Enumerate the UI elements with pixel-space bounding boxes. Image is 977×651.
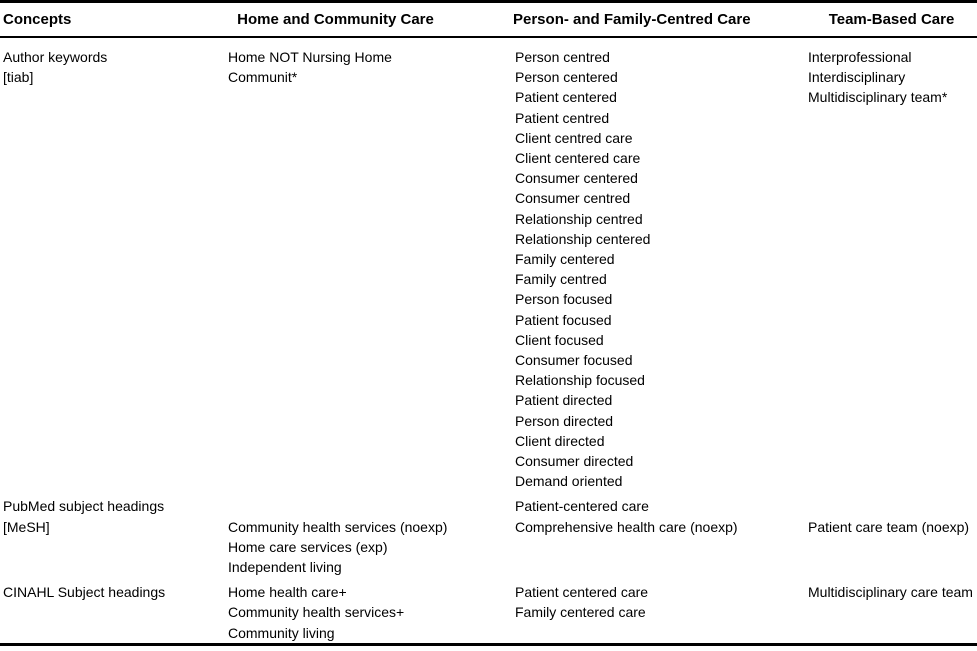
cell-person-and-family-centred-care	[513, 496, 808, 577]
term-text: Home NOT Nursing Home	[228, 49, 392, 65]
cell-concepts	[0, 582, 228, 643]
term-text: Patient care team (noexp)	[808, 518, 970, 535]
term-text: Client centred care	[515, 129, 633, 146]
term-text: Patient centered	[515, 89, 617, 106]
term-text: Relationship focused	[515, 372, 645, 389]
term-text: Multidisciplinary team*	[808, 89, 948, 106]
term-text: Consumer centered	[515, 170, 638, 187]
empty-line	[808, 496, 977, 516]
column-header-home-and-community-care: Home and Community Care	[237, 11, 434, 28]
cell-person-and-family-centred-care	[513, 47, 808, 491]
table-row-author-keywords	[0, 38, 977, 491]
term-text: Consumer centred	[515, 190, 631, 207]
term-text: Patient centred	[515, 109, 610, 126]
term-text: Relationship centred	[515, 210, 643, 227]
term-text: Consumer focused	[515, 352, 633, 369]
cell-home-and-community-care	[228, 496, 513, 577]
term-text: [MeSH]	[3, 518, 50, 535]
column-header-concepts: Concepts	[3, 11, 72, 28]
term-text: Community health services+	[228, 604, 405, 621]
term-text: Communit*	[228, 69, 298, 86]
column-header-person-and-family-centred-care: Person- and Family-Centred Care	[513, 11, 751, 28]
term-text: Community living	[228, 624, 335, 641]
term-text: Family centered	[515, 251, 615, 268]
term-text: Person focused	[515, 291, 613, 308]
empty-line	[228, 496, 513, 516]
term-text: Family centred	[515, 271, 607, 288]
term-text: PubMed subject headings	[3, 498, 165, 515]
table-body	[0, 38, 977, 646]
term-text: Relationship centered	[515, 230, 651, 247]
cell-person-and-family-centred-care	[513, 582, 808, 643]
column-header-team-based-care: Team-Based Care	[828, 11, 955, 28]
term-text: Patient directed	[515, 392, 613, 409]
term-text: [tiab]	[3, 69, 34, 86]
term-text: Family centered care	[515, 604, 646, 621]
cell-team-based-care	[808, 47, 977, 491]
cell-team-based-care	[808, 496, 977, 577]
term-text: Interprofessional	[808, 49, 912, 65]
term-text: Author keywords	[3, 49, 108, 65]
term-text: Client centered care	[515, 150, 641, 167]
term-text: Client focused	[515, 331, 604, 348]
cell-home-and-community-care	[228, 582, 513, 643]
term-text: Person centred	[515, 49, 610, 65]
term-text: Patient centered care	[515, 584, 649, 601]
term-text: Client directed	[515, 432, 605, 449]
term-text: Patient-centered care	[515, 498, 649, 515]
cell-team-based-care	[808, 582, 977, 643]
term-text: Community health services (noexp)	[228, 518, 448, 535]
term-text: Comprehensive health care (noexp)	[515, 518, 738, 535]
term-text: Independent living	[228, 559, 342, 576]
term-text: Home health care+	[228, 584, 347, 601]
table-header-row	[0, 3, 977, 38]
term-text: Interdisciplinary	[808, 69, 906, 86]
cell-concepts	[0, 496, 228, 577]
table-row-cinahl-subject-headings	[0, 582, 977, 643]
term-text: CINAHL Subject headings	[3, 584, 166, 601]
term-text: Consumer directed	[515, 453, 634, 470]
cell-home-and-community-care	[228, 47, 513, 491]
cell-concepts	[0, 47, 228, 491]
term-text: Home care services (exp)	[228, 538, 388, 555]
table-row-pubmed-subject-headings	[0, 496, 977, 577]
term-text: Patient focused	[515, 311, 612, 328]
term-text: Person centered	[515, 69, 618, 86]
term-text: Demand oriented	[515, 473, 623, 490]
term-text: Person directed	[515, 412, 614, 429]
term-text: Multidisciplinary care team	[808, 584, 973, 601]
